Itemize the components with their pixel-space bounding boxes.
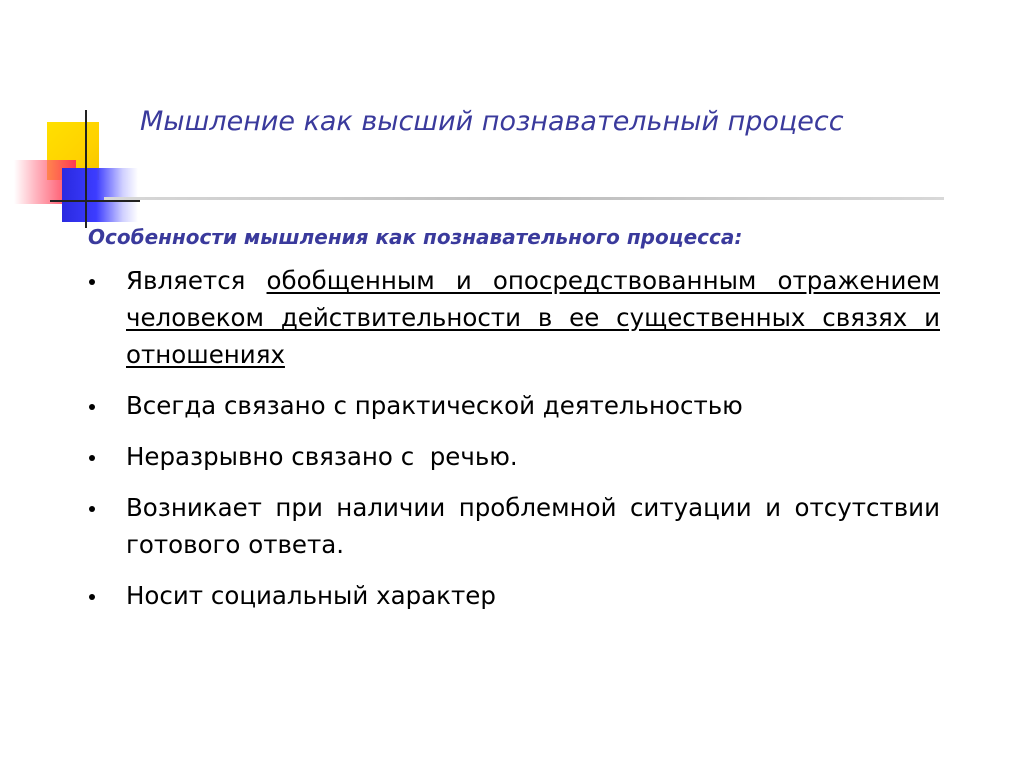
bullet-item-2 xyxy=(84,387,940,424)
bullet-item-3 xyxy=(84,438,940,475)
bullet-item-4 xyxy=(84,489,940,563)
decor-blue-square xyxy=(62,168,138,222)
bullet-list xyxy=(84,262,940,628)
bullet-item-4-text: Возникает при наличии проблемной ситуации и отсутствии готового ответа. xyxy=(126,493,940,559)
title-divider xyxy=(104,197,944,200)
bullet-dot-icon xyxy=(89,594,95,600)
bullet-item-2-text: Всегда связано с практической деятельностью xyxy=(126,391,743,420)
bullet-item-1-underlined: обобщенным и опосредствованным отражением человеком действительности в ее существенных связях и отношениях xyxy=(126,266,940,369)
slide-title: Мышление как высший познавательный процесс xyxy=(140,106,844,137)
decor-horizontal-line xyxy=(50,200,140,202)
bullet-item-5-text: Носит социальный характер xyxy=(126,581,496,610)
bullet-item-1 xyxy=(84,262,940,373)
bullet-item-5 xyxy=(84,577,940,614)
bullet-dot-icon xyxy=(89,404,95,410)
bullet-dot-icon xyxy=(89,279,95,285)
bullet-dot-icon xyxy=(89,455,95,461)
decor-vertical-line xyxy=(85,110,87,228)
slide-subtitle: Особенности мышления как познавательного процесса: xyxy=(88,225,743,249)
bullet-item-3-text: Неразрывно связано с речью. xyxy=(126,442,518,471)
bullet-dot-icon xyxy=(89,506,95,512)
bullet-item-1-prefix: Является xyxy=(126,266,267,295)
